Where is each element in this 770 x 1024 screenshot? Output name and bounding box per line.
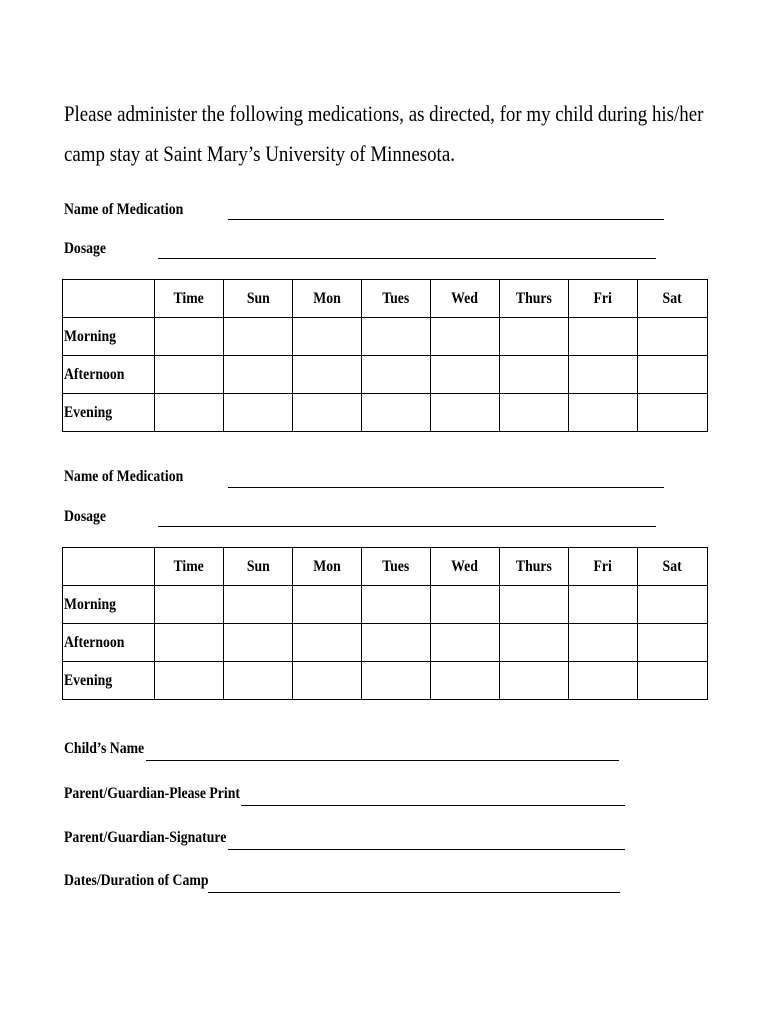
cell-time[interactable]	[155, 662, 224, 700]
header-time: Time	[155, 548, 224, 586]
cell-tues[interactable]	[362, 662, 431, 700]
parent-signature-label: Parent/Guardian-Signature	[64, 829, 227, 846]
row-label-afternoon: Afternoon	[63, 356, 155, 394]
cell-sun[interactable]	[224, 586, 293, 624]
cell-sat[interactable]	[638, 586, 708, 624]
header-thurs: Thurs	[500, 548, 569, 586]
cell-wed[interactable]	[431, 624, 500, 662]
child-name-label: Child’s Name	[64, 740, 145, 757]
table-header-row	[63, 548, 708, 586]
table-row-evening	[63, 662, 708, 700]
medication-name-line-2[interactable]	[228, 487, 664, 488]
header-cell-blank	[63, 280, 155, 318]
medication-name-label-2: Name of Medication	[64, 468, 184, 485]
header-cell-blank	[63, 548, 155, 586]
camp-dates-line[interactable]	[208, 892, 620, 893]
cell-sat[interactable]	[638, 624, 708, 662]
table-row-afternoon	[63, 356, 708, 394]
cell-mon[interactable]	[293, 662, 362, 700]
parent-print-line[interactable]	[241, 805, 625, 806]
header-mon: Mon	[293, 280, 362, 318]
cell-thurs[interactable]	[500, 318, 569, 356]
cell-time[interactable]	[155, 356, 224, 394]
cell-fri[interactable]	[569, 662, 638, 700]
medication-name-line-1[interactable]	[228, 219, 664, 220]
cell-mon[interactable]	[293, 356, 362, 394]
cell-wed[interactable]	[431, 318, 500, 356]
camp-dates-field	[64, 872, 232, 890]
cell-thurs[interactable]	[500, 624, 569, 662]
cell-sun[interactable]	[224, 624, 293, 662]
intro-text	[64, 94, 704, 174]
table-header-row	[63, 280, 708, 318]
cell-sun[interactable]	[224, 662, 293, 700]
cell-mon[interactable]	[293, 586, 362, 624]
medication-name-label-1: Name of Medication	[64, 201, 184, 218]
cell-thurs[interactable]	[500, 394, 569, 432]
dosage-label-2: Dosage	[64, 508, 107, 525]
child-name-line[interactable]	[146, 760, 619, 761]
camp-dates-label: Dates/Duration of Camp	[64, 872, 209, 889]
table-row-morning	[63, 318, 708, 356]
header-mon: Mon	[293, 548, 362, 586]
table-row-evening	[63, 394, 708, 432]
header-sun: Sun	[224, 548, 293, 586]
medication-schedule-table-1	[62, 279, 708, 432]
cell-mon[interactable]	[293, 624, 362, 662]
parent-print-label: Parent/Guardian-Please Print	[64, 785, 240, 802]
cell-tues[interactable]	[362, 356, 431, 394]
header-thurs: Thurs	[500, 280, 569, 318]
header-wed: Wed	[431, 280, 500, 318]
header-fri: Fri	[569, 548, 638, 586]
table-row-afternoon	[63, 624, 708, 662]
cell-sat[interactable]	[638, 356, 708, 394]
header-tues: Tues	[362, 280, 431, 318]
cell-time[interactable]	[155, 624, 224, 662]
cell-tues[interactable]	[362, 586, 431, 624]
header-fri: Fri	[569, 280, 638, 318]
cell-time[interactable]	[155, 586, 224, 624]
cell-sat[interactable]	[638, 318, 708, 356]
dosage-line-1[interactable]	[158, 258, 656, 259]
row-label-evening: Evening	[63, 662, 155, 700]
cell-thurs[interactable]	[500, 662, 569, 700]
cell-fri[interactable]	[569, 624, 638, 662]
cell-fri[interactable]	[569, 394, 638, 432]
cell-sat[interactable]	[638, 394, 708, 432]
row-label-morning: Morning	[63, 586, 155, 624]
header-time: Time	[155, 280, 224, 318]
dosage-line-2[interactable]	[158, 526, 656, 527]
cell-thurs[interactable]	[500, 586, 569, 624]
cell-fri[interactable]	[569, 586, 638, 624]
intro-line-2: camp stay at Saint Mary’s University of Minnesota.	[64, 141, 455, 166]
cell-fri[interactable]	[569, 318, 638, 356]
cell-fri[interactable]	[569, 356, 638, 394]
cell-time[interactable]	[155, 394, 224, 432]
cell-sun[interactable]	[224, 356, 293, 394]
row-label-afternoon: Afternoon	[63, 624, 155, 662]
table-row-morning	[63, 586, 708, 624]
parent-print-field	[64, 785, 269, 803]
row-label-evening: Evening	[63, 394, 155, 432]
cell-wed[interactable]	[431, 662, 500, 700]
cell-tues[interactable]	[362, 318, 431, 356]
intro-line-1: Please administer the following medications, as directed, for my child during his/her	[64, 101, 704, 126]
header-tues: Tues	[362, 548, 431, 586]
cell-tues[interactable]	[362, 624, 431, 662]
cell-thurs[interactable]	[500, 356, 569, 394]
header-sat: Sat	[638, 548, 708, 586]
row-label-morning: Morning	[63, 318, 155, 356]
child-name-field	[64, 740, 157, 758]
cell-tues[interactable]	[362, 394, 431, 432]
header-wed: Wed	[431, 548, 500, 586]
cell-wed[interactable]	[431, 356, 500, 394]
header-sun: Sun	[224, 280, 293, 318]
cell-wed[interactable]	[431, 394, 500, 432]
cell-wed[interactable]	[431, 586, 500, 624]
cell-mon[interactable]	[293, 394, 362, 432]
medication-schedule-table-2	[62, 547, 708, 700]
cell-time[interactable]	[155, 318, 224, 356]
cell-sun[interactable]	[224, 394, 293, 432]
cell-sun[interactable]	[224, 318, 293, 356]
header-sat: Sat	[638, 280, 708, 318]
cell-sat[interactable]	[638, 662, 708, 700]
parent-signature-line[interactable]	[228, 849, 625, 850]
parent-signature-field	[64, 829, 253, 847]
dosage-label-1: Dosage	[64, 240, 107, 257]
cell-mon[interactable]	[293, 318, 362, 356]
